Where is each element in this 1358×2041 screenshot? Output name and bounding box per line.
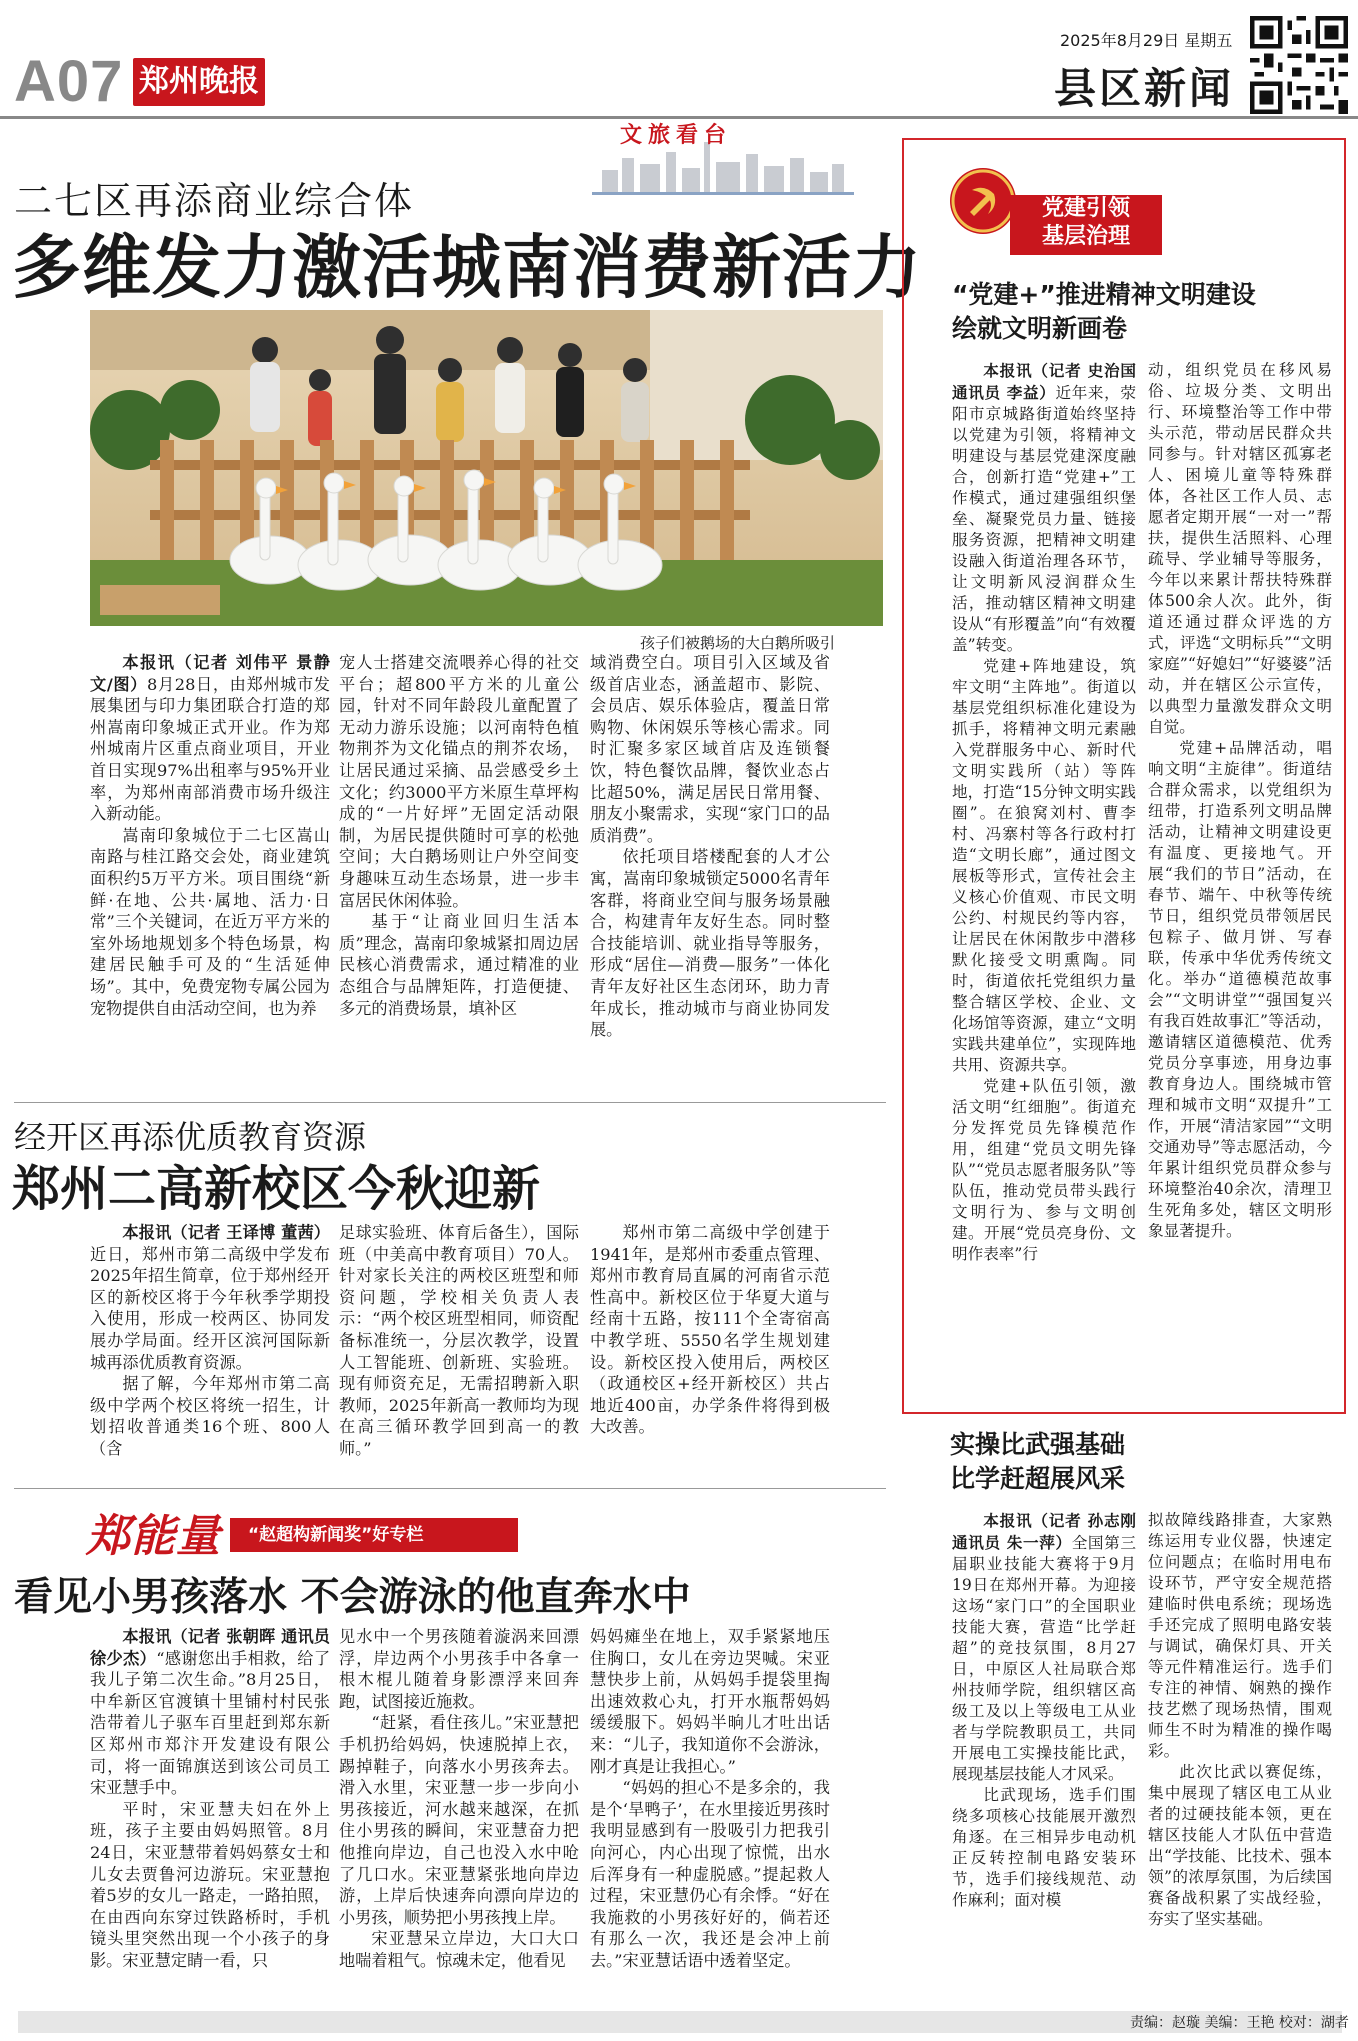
article2-column-3 xyxy=(590,1222,830,1438)
article1-photo xyxy=(90,310,883,626)
newspaper-logo: 郑州晚报 xyxy=(133,58,265,106)
paragraph: 近日，郑州市第二高级中学发布2025年招生简章，位于郑州经开区的新校区将于今年秋季学期投入使用，形成一校两区、协同发展办学局面。经开区滨河国际新城再添优质教育资源。 xyxy=(90,1244,330,1372)
paragraph: 比武现场，选手们围绕多项核心技能展开激烈角逐。在三相异步电动机正反转控制电路安装环节，选手们接线规范、动作麻利；面对模 xyxy=(952,1786,1136,1909)
paragraph: 8月28日，由郑州城市发展集团与印力集团联合打造的郑州嵩南印象城正式开业。作为郑州城南片区重点商业项目，开业首日实现97%出租率与95%开业率，为郑州南部消费市场升级注入新动能。 xyxy=(90,674,330,824)
column-logo: 郑能量 xyxy=(86,1511,221,1562)
article1-kicker: 二七区再添商业综合体 xyxy=(14,179,415,223)
paragraph: 郑州市第二高级中学创建于1941年，是郑州市委重点管理、郑州市教育局直属的河南省示范性高中。新校区位于华夏大道与经南十五路，按111个全寄宿高中教学班、5550名学生规划建设。新校区投入使用后，两校区（政通校区+经开新校区）共占地近400亩，办学条件将得到极大改善。 xyxy=(590,1223,830,1437)
article3-headline: 看见小男孩落水 不会游泳的他直奔水中 xyxy=(14,1575,691,1620)
paragraph: 宠人士搭建交流喂养心得的社交平台；超800平方米的儿童公园，针对不同年龄段儿童配置了无动力游乐设施；以河南特色植物荆芥为文化锚点的荆芥农场，让居民通过采摘、品尝感受乡土文化；约3000平方米原生草坪构成的“一片好坪”无固定活动限制，为居民提供随时可享的松弛空间；大白鹅场则让户外空间变身趣味互动生态场景，进一步丰富居民休闲体验。 xyxy=(339,653,579,910)
paragraph: 党建+品牌活动，唱响文明“主旋律”。街道结合群众需求，以党组织为纽带，打造系列文明品牌活动，让精神文明建设更有温度、更接地气。开展“我们的节日”活动，在春节、端午、中秋等传统节日，组织党员带领居民包粽子、做月饼、写春联，传承中华优秀传统文化。举办“道德模范故事会”“文明讲堂”“强国复兴有我百姓故事汇”等活动，邀请辖区道德模范、优秀党员分享事迹，用身边事教育身边人。围绕城市管理和城市文明“双提升”工作，开展“清洁家园”“文明交通劝导”等志愿活动，今年累计组织党员群众参与环境整治40余次，清理卫生死角多处，辖区文明形象显著提升。 xyxy=(1148,739,1332,1240)
badge-line-2: 基层治理 xyxy=(1041,224,1130,249)
panel-byline: 本报讯（记者 史治国 通讯员 李益） xyxy=(952,361,1136,402)
panel-column-2 xyxy=(1148,360,1332,1242)
paragraph: 平时，宋亚慧夫妇在外上班，孩子主要由妈妈照管。8月24日，宋亚慧带着妈妈蔡女士和儿女去贾鲁河边游玩。宋亚慧抱着5岁的女儿一路走，一路拍照，在由西向东穿过铁路桥时，手机镜头里突然出现一个小孩子的身影。宋亚慧定睛一看，只 xyxy=(90,1799,330,1970)
paragraph: 依托项目塔楼配套的人才公寓，嵩南印象城锁定5000名青年客群，将商业空间与服务场景融合，构建青年友好生态。同时整合技能培训、就业指导等服务，形成“居住—消费—服务”一体化青年友好社区生态闭环，助力青年成长，推动城市与商业协同发展。 xyxy=(590,847,830,1040)
paragraph: 宋亚慧呆立岸边，大口大口地喘着粗气。惊魂未定，他看见 xyxy=(339,1929,579,1970)
paragraph: 党建+阵地建设，筑牢文明“主阵地”。街道以基层党组织标准化建设为抓手，将精神文明元素融入党群服务中心、新时代文明实践所（站）等阵地，打造“15分钟文明实践圈”。在狼窝刘村、曹李村、冯寨村等各行政村打造“文明长廊”，通过图文展板等形式，宣传社会主义核心价值观、市民文明公约、村规民约等内容，让居民在休闲散步中潜移默化接受文明熏陶。同时，街道依托党组织力量整合辖区学校、企业、文化场馆等资源，建立“文明实践共建单位”，实现阵地共用、资源共享。 xyxy=(952,657,1136,1074)
article1-column-1 xyxy=(90,652,330,1019)
panel-badge xyxy=(1010,195,1162,255)
article1-column-3 xyxy=(590,652,830,1041)
paragraph: 妈妈瘫坐在地上，双手紧紧地压住胸口，女儿在旁边哭喊。宋亚慧快步上前，从妈妈手提袋里掏出速效救心丸，打开水瓶帮妈妈缓缓服下。妈妈半晌儿才吐出话来：“儿子，我知道你不会游泳，刚才真是让我担心。” xyxy=(590,1627,830,1776)
paragraph: 此次比武以赛促练，集中展现了辖区电工从业者的过硬技能本领，更在辖区技能人才队伍中营造出“学技能、比技术、强本领”的浓厚氛围，为后续国赛备战积累了实战经验，夯实了坚实基础。 xyxy=(1148,1763,1332,1928)
page-number: A07 xyxy=(14,49,124,114)
article3-column-1 xyxy=(90,1626,330,1972)
panel-column-1 xyxy=(952,360,1136,1265)
article4-column-1 xyxy=(952,1510,1136,1911)
paragraph: “感谢您出手相救，给了我儿子第二次生命。”8月25日，中牟新区官渡镇十里铺村村民张浩带着儿子驱车百里赶到郑东新区郑州市郑汴开发建设有限公司，将一面锦旗送到该公司员工宋亚慧手中。 xyxy=(90,1648,331,1798)
paragraph: “妈妈的担心不是多余的，我是个‘旱鸭子’，在水里接近男孩时我明显感到有一股吸引力把我引向河心，内心出现了惊慌，出水后浑身有一种虚脱感。”提起救人过程，宋亚慧仍心有余悸。“好在我施救的小男孩好好的，倘若还有那么一次，我还是会冲上前去。”宋亚慧话语中透着坚定。 xyxy=(590,1778,830,1970)
photo-caption: 孩子们被鹅场的大白鹅所吸引 xyxy=(640,634,836,652)
paragraph: 拟故障线路排查，大家熟练运用专业仪器，快速定位问题点；在临时用电布设环节，严守安全规范搭建临时供电系统；现场选手还完成了照明电路安装与调试，确保灯具、开关等元件精准运行。选手们专注的神情、娴熟的操作技艺燃了现场热情，围观师生不时为精准的操作喝彩。 xyxy=(1148,1511,1332,1760)
divider xyxy=(14,1488,886,1489)
article4-headline-line-1: 实操比武强基础 xyxy=(950,1430,1126,1459)
badge-line-1: 党建引领 xyxy=(1041,196,1130,221)
paragraph: 据了解，今年郑州市第二高级中学两个校区将统一招生，计划招收普通类16个班、800人（含 xyxy=(90,1374,330,1458)
column-bar: “赵超构新闻奖”好专栏 xyxy=(230,1518,518,1552)
article2-headline: 郑州二高新校区今秋迎新 xyxy=(12,1161,541,1217)
article2-column-2 xyxy=(339,1222,579,1460)
footer-credits: 责编：赵璇 美编：王艳 校对：湖者 xyxy=(1130,2015,1349,2031)
paragraph: 见水中一个男孩随着漩涡来回漂浮，岸边两个小男孩手中各拿一根木棍儿随着身影漂浮来回奔跑，试图接近施救。 xyxy=(339,1627,579,1711)
paragraph: 足球实验班、体育后备生），国际班（中美高中教育项目）70人。针对家长关注的两校区班型和师资问题，学校相关负责人表示：“两个校区班型相同，师资配备标准统一，分层次教学，设置人工智能班、创新班、实验班。现有师资充足，无需招聘新入职教师，2025年新高一教师均为现在高三循环教学回到高一的教师。” xyxy=(339,1223,579,1458)
article2-kicker: 经开区再添优质教育资源 xyxy=(14,1118,367,1156)
article4-headline-line-2: 比学赶超展风采 xyxy=(950,1464,1126,1493)
paragraph: 动，组织党员在移风易俗、垃圾分类、文明出行、环境整治等工作中带头示范，带动居民群众共同参与。针对辖区孤寡老人、困境儿童等特殊群体，各社区工作人员、志愿者定期开展“一对一”帮扶，提供生活照料、心理疏导、学业辅导等服务，今年以来累计帮扶特殊群体500余人次。此外，街道还通过群众评选的方式，评选“文明标兵”“文明家庭”“好媳妇”“好婆婆”活动，并在辖区公示宣传，以典型力量激发群众文明自觉。 xyxy=(1148,361,1332,736)
paragraph: 党建+队伍引领，激活文明“红细胞”。街道充分发挥党员先锋模范作用，组建“党员文明先锋队”“党员志愿者服务队”等队伍，推动党员带头践行文明行为、参与文明创建。开展“党员亮身份、文明作表率”行 xyxy=(952,1077,1136,1263)
article1-column-2 xyxy=(339,652,579,1019)
paragraph: 基于“让商业回归生活本质”理念，嵩南印象城紧扣周边居民核心消费需求，通过精准的业态组合与品牌矩阵，打造便捷、多元的消费场景，填补区 xyxy=(339,912,579,1018)
paragraph: 近年来，荥阳市京城路街道始终坚持以党建为引领，将精神文明建设与基层党建深度融合，创新打造“党建+”工作模式，通过建强组织堡垒、凝聚党员力量、链接服务资源，把精神文明建设融入街道治理各环节，让文明新风浸润群众生活，推动辖区精神文明建设从“有形覆盖”向“有效覆盖”转变。 xyxy=(952,384,1136,654)
paragraph: 域消费空白。项目引入区域及省级首店业态，涵盖超市、影院、会员店、娱乐体验店，覆盖日常购物、休闲娱乐等核心需求。同时汇聚多家区域首店及连锁餐饮，特色餐饮品牌，餐饮业态占比超50%，满足居民日常用餐、朋友小聚需求，实现“家门口的品质消费”。 xyxy=(590,653,830,845)
panel-headline xyxy=(952,278,1256,346)
section-title: 县区新闻 xyxy=(1054,64,1235,113)
article3-column-2 xyxy=(339,1626,579,1972)
article3-byline: 本报讯（记者 张朝晖 通讯员 徐少杰） xyxy=(90,1627,330,1668)
article4-byline: 本报讯（记者 孙志刚 通讯员 朱一萍） xyxy=(952,1511,1136,1552)
article4-column-2 xyxy=(1148,1510,1332,1930)
article2-byline: 本报讯（记者 王译博 董茜） xyxy=(122,1223,330,1242)
banner-label: 文旅看台 xyxy=(620,122,733,148)
panel-headline-line-1: “党建+”推进精神文明建设 xyxy=(952,280,1256,309)
paragraph: “赶紧，看住孩儿。”宋亚慧把手机扔给妈妈，快速脱掉上衣，踢掉鞋子，向落水小男孩奔去。滑入水里，宋亚慧一步一步向小男孩接近，河水越来越深，在抓住小男孩的瞬间，宋亚慧奋力把他推向岸边，自己也没入水中呛了几口水。宋亚慧紧张地向岸边游，上岸后快速奔向漂向岸边的小男孩，顺势把小男孩拽上岸。 xyxy=(339,1713,579,1927)
article3-column-3 xyxy=(590,1626,830,1972)
qr-code-icon xyxy=(1250,16,1348,114)
party-emblem-icon xyxy=(950,168,1016,234)
paragraph: 嵩南印象城位于二七区嵩山南路与桂江路交会处，商业建筑面积约5万平方米。项目围绕“新鲜·在地、公共·属地、活力·日常”三个关键词，在近万平方米的室外场地规划多个特色场景，构建居民触手可及的“生活延伸场”。其中，免费宠物专属公园为宠物提供自由活动空间，也为养 xyxy=(90,825,330,1018)
paragraph: 全国第三届职业技能大赛将于9月19日在郑州开幕。为迎接这场“家门口”的全国职业技能大赛，营造“比学赶超”的竞技氛围，8月27日，中原区人社局联合郑州技师学院，组织辖区高级工及以上等级电工从业者与学院教职员工，共同开展电工实操技能比武，展现基层技能人才风采。 xyxy=(952,1534,1136,1783)
panel-headline-line-2: 绘就文明新画卷 xyxy=(952,314,1128,343)
article4-headline xyxy=(950,1428,1125,1496)
article1-headline: 多维发力激活城南消费新活力 xyxy=(12,228,922,308)
article2-column-1 xyxy=(90,1222,330,1460)
issue-date: 2025年8月29日 星期五 xyxy=(1060,31,1233,50)
article1-byline: 本报讯（记者 刘伟平 景静 文/图） xyxy=(90,653,330,694)
divider xyxy=(14,1102,886,1103)
